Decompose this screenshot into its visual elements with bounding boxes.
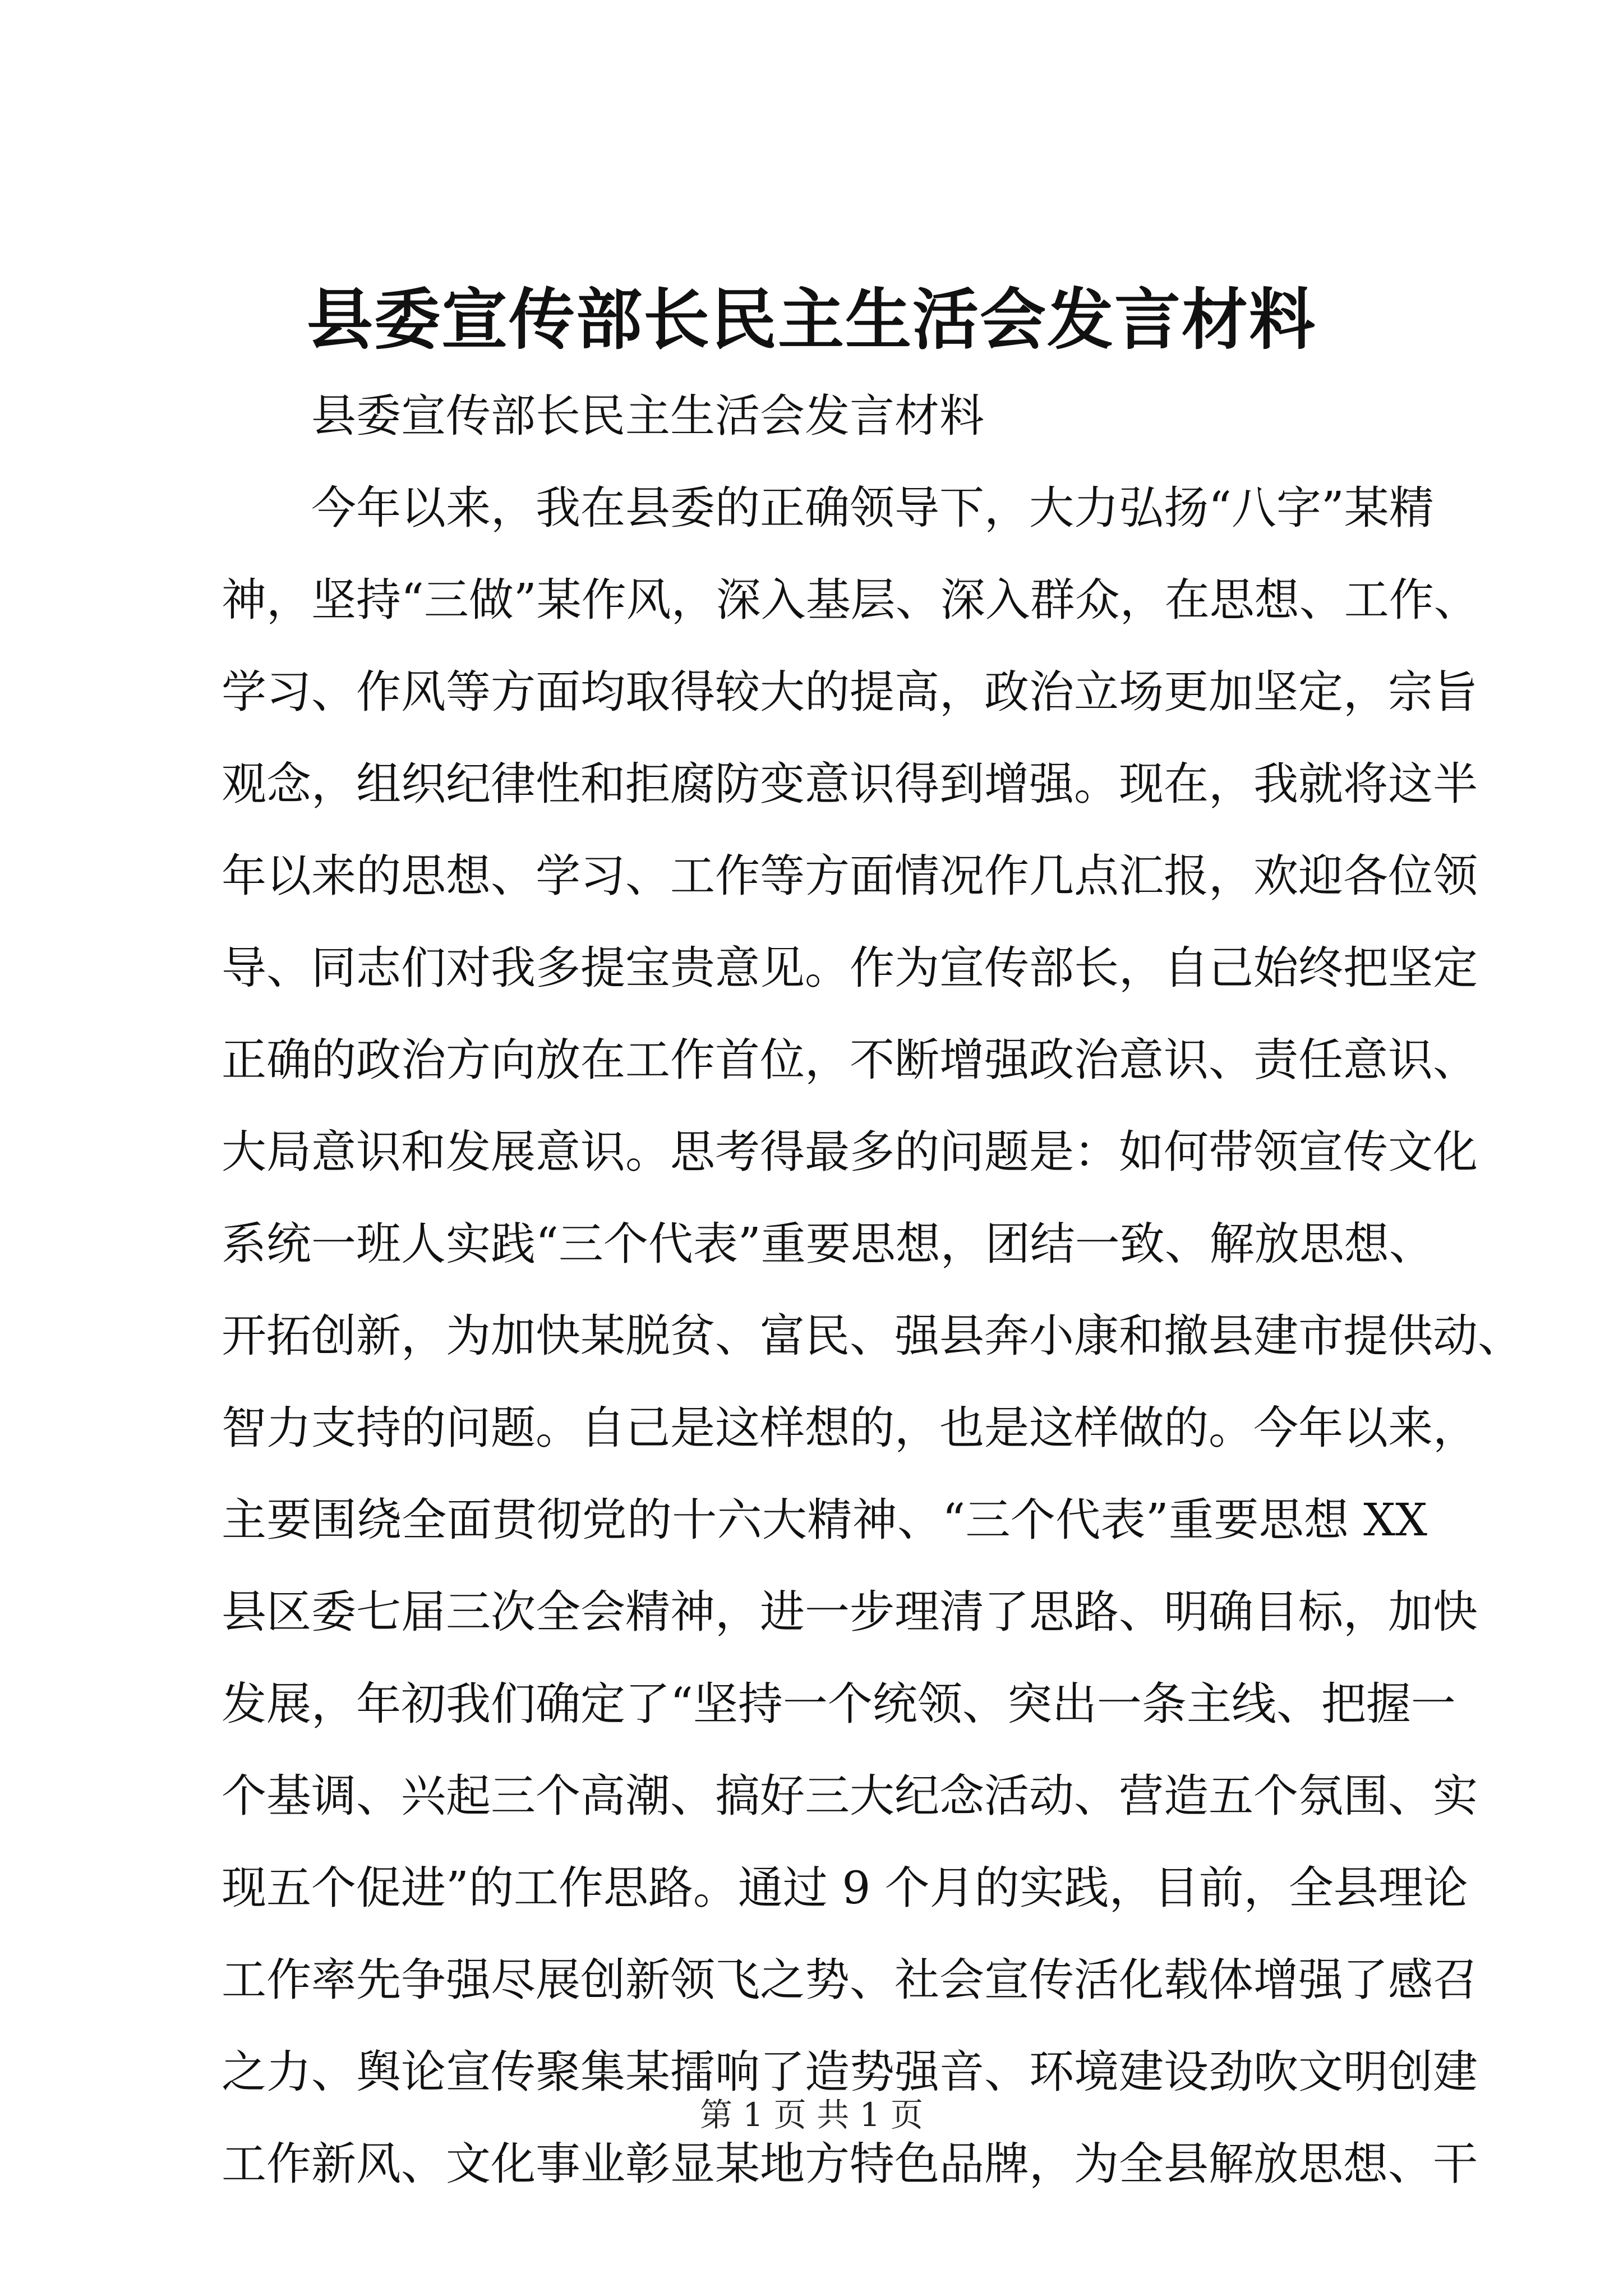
paragraph-line: 正确的政治方向放在工作首位，不断增强政治意识、责任意识、 (222, 1034, 1478, 1086)
paragraph-line: 今年以来，我在县委的正确领导下，大力弘扬“八字”某精 (311, 482, 1434, 534)
paragraph-line: 大局意识和发展意识。思考得最多的问题是：如何带领宣传文化 (222, 1126, 1478, 1178)
paragraph-line: 开拓创新，为加快某脱贫、富民、强县奔小康和撤县建市提供动、 (222, 1310, 1523, 1362)
paragraph-line: 年以来的思想、学习、工作等方面情况作几点汇报，欢迎各位领 (222, 850, 1478, 902)
paragraph-line: 学习、作风等方面均取得较大的提高，政治立场更加坚定，宗旨 (222, 666, 1478, 718)
paragraph-line: 县区委七届三次全会精神，进一步理清了思路、明确目标，加快 (222, 1586, 1478, 1638)
paragraph-line: 系统一班人实践“三个代表”重要思想，团结一致、解放思想、 (222, 1218, 1434, 1270)
paragraph-line: 个基调、兴起三个高潮、搞好三大纪念活动、营造五个氛围、实 (222, 1770, 1478, 1822)
paragraph-line: 发展，年初我们确定了“坚持一个统领、突出一条主线、把握一 (222, 1678, 1456, 1730)
paragraph-line: 神，坚持“三做”某作风，深入基层、深入群众，在思想、工作、 (222, 574, 1479, 626)
paragraph-line: 导、同志们对我多提宝贵意见。作为宣传部长，自己始终把坚定 (222, 942, 1478, 994)
paragraph-line: 工作新风、文化事业彰显某地方特色品牌，为全县解放思想、干 (222, 2138, 1478, 2190)
paragraph-line: 工作率先争强尽展创新领飞之势、社会宣传活化载体增强了感召 (222, 1954, 1478, 2006)
paragraph-line: 智力支持的问题。自己是这样想的，也是这样做的。今年以来， (222, 1402, 1478, 1454)
paragraph-line: 现五个促进”的工作思路。通过 9 个月的实践，目前，全县理论 (222, 1862, 1468, 1914)
paragraph-line: 观念，组织纪律性和拒腐防变意识得到增强。现在，我就将这半 (222, 758, 1478, 810)
paragraph-line: 主要围绕全面贯彻党的十六大精神、“三个代表”重要思想 XX (222, 1494, 1427, 1546)
document-body (222, 370, 1523, 2210)
paragraph-line: 之力、舆论宣传聚集某擂响了造势强音、环境建设劲吹文明创建 (222, 2046, 1478, 2098)
document-subtitle: 县委宣传部长民主生活会发言材料 (311, 390, 984, 442)
document-title: 县委宣传部长民主生活会发言材料 (306, 280, 1316, 358)
page-footer: 第 1 页 共 1 页 (700, 2096, 923, 2134)
